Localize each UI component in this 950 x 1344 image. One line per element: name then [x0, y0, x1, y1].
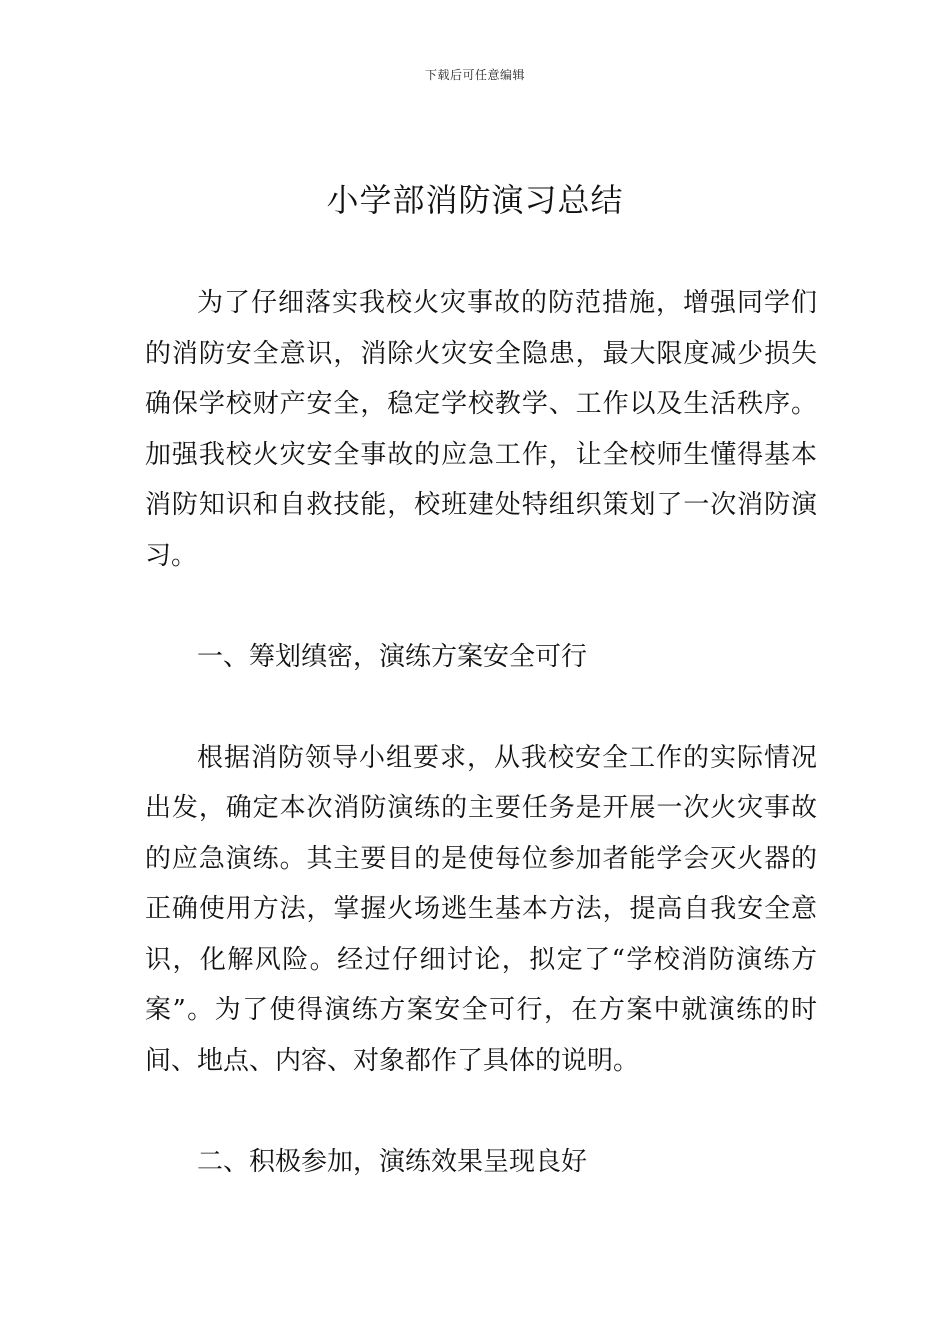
document-body	[145, 278, 817, 1187]
paragraph-spacer	[145, 581, 817, 632]
intro-paragraph: 为了仔细落实我校火灾事故的防范措施，增强同学们的消防安全意识，消除火灾安全隐患，最大限度减少损失确保学校财产安全，稳定学校教学、工作以及生活秩序。加强我校火灾安全事故的应急工作，让全校师生懂得基本消防知识和自救技能，校班建处特组织策划了一次消防演习。	[145, 288, 817, 571]
document-title: 小学部消防演习总结	[326, 181, 624, 219]
section-2-heading: 二、积极参加，演练效果呈现良好	[197, 1146, 588, 1177]
paragraph-spacer	[145, 1086, 817, 1137]
paragraph-spacer	[145, 682, 817, 733]
header-note: 下载后可任意编辑	[424, 68, 525, 82]
section-1-paragraph: 根据消防领导小组要求，从我校安全工作的实际情况出发，确定本次消防演练的主要任务是开展一次火灾事故的应急演练。其主要目的是使每位参加者能学会灭火器的正确使用方法，掌握火场逃生基本方法，提高自我安全意识，化解风险。经过仔细讨论，拟定了“学校消防演练方案”。为了使得演练方案安全可行，在方案中就演练的时间、地点、内容、对象都作了具体的说明。	[145, 742, 817, 1076]
section-1-heading: 一、筹划缜密，演练方案安全可行	[197, 641, 588, 672]
